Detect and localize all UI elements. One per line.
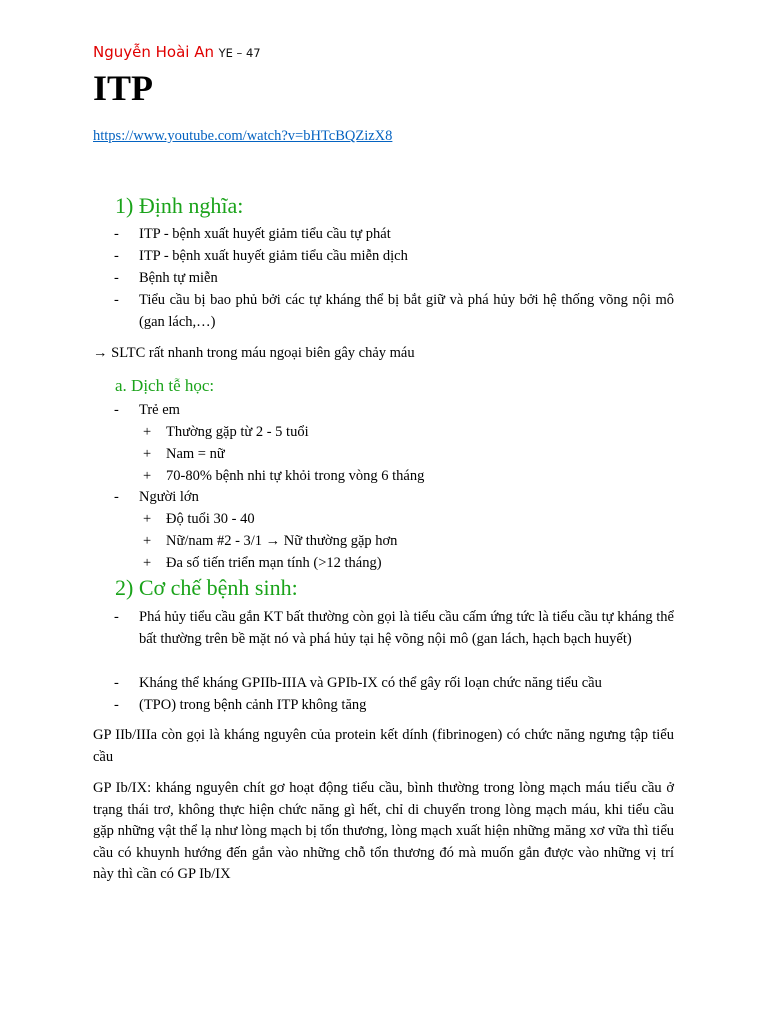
group-label-adults: Người lớn <box>139 489 199 505</box>
sub-list-item-text: Nữ/nam #2 - 3/1 → Nữ thường gặp hơn <box>166 533 398 549</box>
conclusion-line: → SLTC rất nhanh trong máu ngoại biên gây chảy máu <box>93 345 415 361</box>
subsection-heading-epidemiology: a. Dịch tễ học: <box>115 376 215 395</box>
plus-marker: + <box>143 468 152 484</box>
list-item-text: Kháng thể kháng GPIIb-IIIA và GPIb-IX có thể gây rối loạn chức năng tiểu cầu <box>139 675 602 691</box>
list-item <box>93 289 674 333</box>
paragraph-gp-ib-ix: GP Ib/IX: kháng nguyên chít gơ hoạt động tiểu cầu, bình thường trong lòng mạch máu tiểu cầu ở trạng thái trơ, không thực hiện chức năng gì hết, chỉ di chuyển trong lòng mạch máu, khi tiểu cầu gặp những vật thể lạ như lòng mạch bị tổn thương, lòng mạch xuất hiện những măng xơ vữa thì tiểu cầu có khuynh hướng đến gắn vào những chỗ tổn thương đó mà muốn gắn được vào những vị trí này thì cần có GP Ib/IX <box>93 780 674 882</box>
sub-list-item-text: Thường gặp từ 2 - 5 tuổi <box>166 424 309 440</box>
group-label-children: Trẻ em <box>139 402 180 418</box>
list-item-text: Phá hủy tiểu cầu gắn KT bất thường còn gọi là tiểu cầu cấm ứng tức là tiểu cầu tự kháng thể bất thường trên bề mặt nó và phá hủy tại hệ võng nội mô (gan lách, hạch bạch huyết) <box>139 609 674 647</box>
dash-marker: - <box>114 270 119 286</box>
list-item-text: Tiểu cầu bị bao phủ bởi các tự kháng thể bị bắt giữ và phá hủy bởi hệ thống võng nội mô (gan lách,…) <box>139 292 674 330</box>
sub-list-item <box>93 552 674 574</box>
sub-list-item <box>93 421 674 443</box>
sub-list-item <box>93 465 674 487</box>
dash-marker: - <box>114 697 119 713</box>
plus-marker: + <box>143 533 152 549</box>
list-item <box>93 223 674 245</box>
section-heading-definition: 1) Định nghĩa: <box>115 193 244 218</box>
plus-marker: + <box>143 511 152 527</box>
list-item <box>93 672 674 694</box>
plus-marker: + <box>143 555 152 571</box>
plus-marker: + <box>143 446 152 462</box>
page-title: ITP <box>93 68 154 108</box>
dash-marker: - <box>114 226 119 242</box>
list-item-text: ITP - bệnh xuất huyết giảm tiểu cầu miễn dịch <box>139 248 408 264</box>
sub-list-item-text: Độ tuổi 30 - 40 <box>166 511 255 527</box>
youtube-link[interactable]: https://www.youtube.com/watch?v=bHTcBQZizX8 <box>93 128 393 144</box>
author-name: Nguyễn Hoài An <box>93 43 214 61</box>
sub-list-item-text: Đa số tiến triển mạn tính (>12 tháng) <box>166 555 382 571</box>
dash-marker: - <box>114 675 119 691</box>
sub-list-item-text: Nam = nữ <box>166 446 225 462</box>
list-item <box>93 245 674 267</box>
dash-marker: - <box>114 489 119 505</box>
sub-list-item-text: 70-80% bệnh nhi tự khỏi trong vòng 6 tháng <box>166 468 425 484</box>
section-heading-pathogenesis: 2) Cơ chế bệnh sinh: <box>115 575 298 600</box>
list-item <box>93 694 674 716</box>
dash-marker: - <box>114 292 119 308</box>
list-item-text: (TPO) trong bệnh cảnh ITP không tăng <box>139 697 367 713</box>
dash-marker: - <box>114 248 119 264</box>
dash-marker: - <box>114 609 119 625</box>
list-item <box>93 267 674 289</box>
list-item <box>93 399 674 421</box>
list-item-text: ITP - bệnh xuất huyết giảm tiểu cầu tự phát <box>139 226 391 242</box>
author-line <box>93 43 261 61</box>
list-item-text: Bệnh tự miễn <box>139 270 218 286</box>
paragraph-gp-iib-iiia: GP IIb/IIIa còn gọi là kháng nguyên của protein kết dính (fibrinogen) có chức năng ngưng tập tiểu cầu <box>93 727 674 765</box>
sub-list-item <box>93 530 674 552</box>
list-item <box>93 486 674 508</box>
sub-list-item <box>93 508 674 530</box>
list-item <box>93 606 674 650</box>
sub-list-item <box>93 443 674 465</box>
dash-marker: - <box>114 402 119 418</box>
author-class: YE – 47 <box>218 46 261 60</box>
plus-marker: + <box>143 424 152 440</box>
